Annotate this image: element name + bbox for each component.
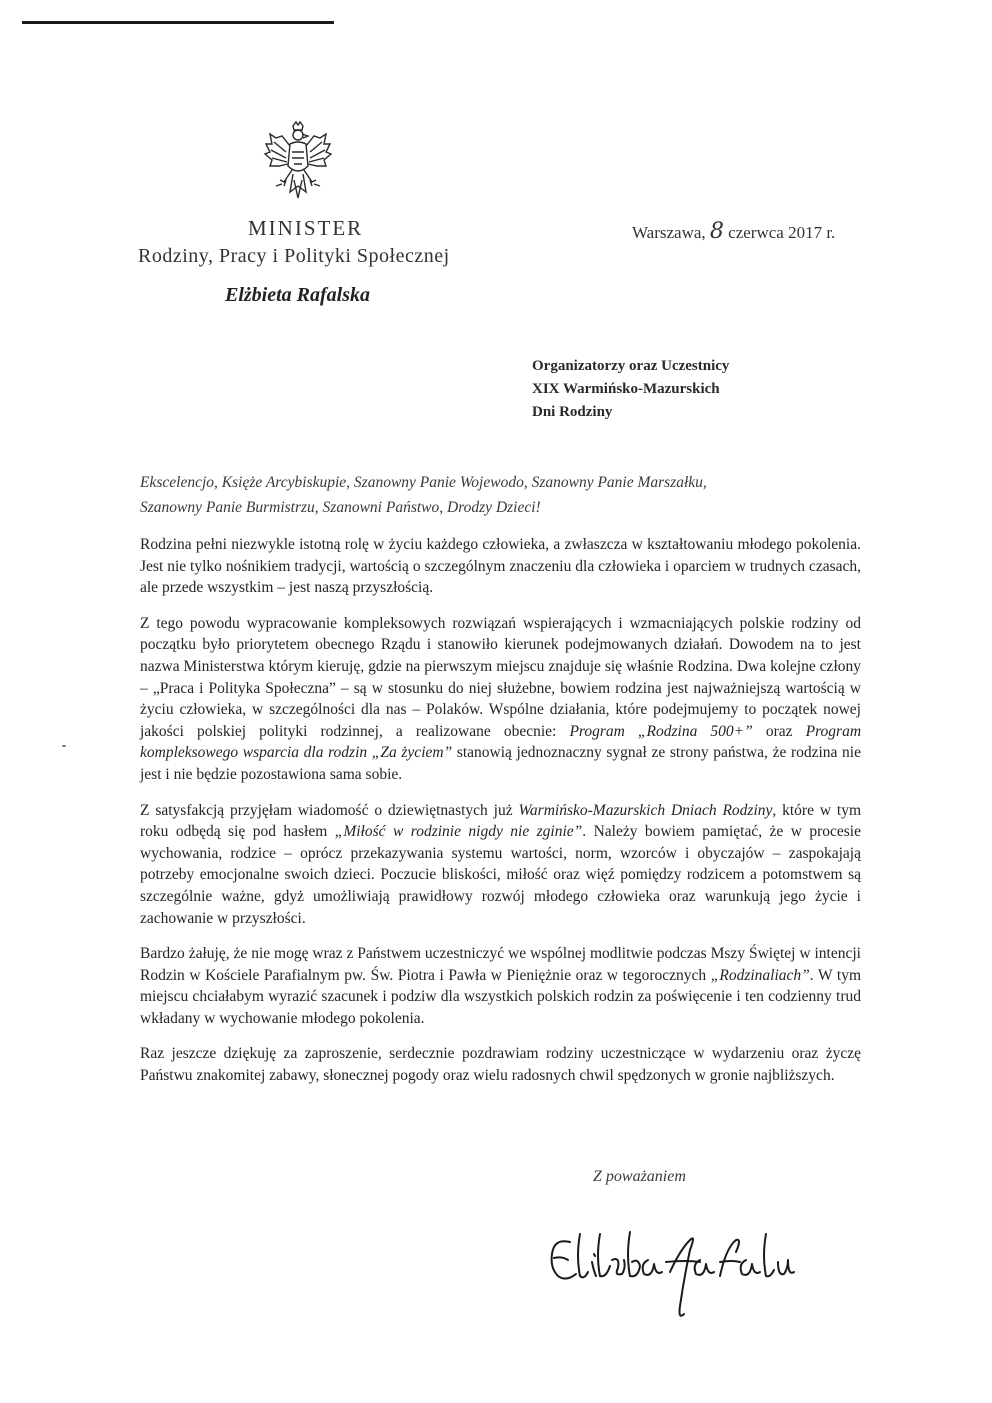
paragraph-5: Raz jeszcze dziękuję za zaproszenie, serdecznie pozdrawiam rodziny uczestniczące w wydarzeniu oraz życzę Państwu znakomitej zabawy, słonecznej pogody oraz wielu radosnych chwil spędzonych w gronie najbliższych. [140,1045,861,1085]
addressee-line: XIX Warmińsko-Mazurskich [532,381,720,397]
program-za-zyciem-name: Program kompleksowego wsparcia dla rodzin „Za życiem” [140,722,862,762]
addressee-line: Dni Rodziny [532,404,613,420]
paragraph-4 [140,943,861,1029]
paragraph-3 [140,800,861,930]
minister-title: MINISTER [248,216,364,240]
addressee-line: Organizatorzy oraz Uczestnicy [532,358,730,374]
paragraph-4-text-b: . W tym miejscu chciałabym wyrazić szacunek i podziw dla wszystkich polskich rodzin za poświęcenie i ten codzienny trud wkładany w wychowanie młodego pokolenia. [140,966,861,1027]
ministry-name: Rodziny, Pracy i Polityki Społecznej [138,245,450,267]
paragraph-3-text-b: , które w tym roku odbędą się pod hasłem [140,801,861,841]
date-rest: czerwca 2017 r. [728,223,836,242]
event-motto: „Miłość w rodzinie nigdy nie zginie” [334,823,583,841]
polish-eagle-emblem-icon [262,120,334,202]
paragraph-4-text-a: Bardzo żałuję, że nie mogę wraz z Państwem uczestniczyć we wspólnej modlitwie podczas Mszy Świętej w intencji Rodzin w Kościele Parafialnym pw. Św. Piotra i Pawła w Pieniężnie oraz w tegorocznych [140,945,861,984]
handwritten-signature-icon [540,1220,800,1330]
date-line [632,219,835,244]
paragraph-2-text-b: oraz [752,722,806,740]
salutation [140,470,860,520]
minister-name: Elżbieta Rafalska [225,284,371,306]
paragraph-1: Rodzina pełni niezwykle istotną rolę w życiu każdego człowieka, a zwłaszcza w kształtowaniu młodego pokolenia. Jest nie tylko nośnikiem tradycji, wartością o szczególnym znaczeniu dla człowieka i oparciem w trudnych czasach, ale przede wszystkim – jest naszą przyszłością. [140,536,861,597]
rodzinalia-name: „Rodzinaliach” [710,966,810,984]
closing-phrase: Z poważaniem [593,1168,686,1185]
event-name: Warmińsko-Mazurskich Dniach Rodziny [518,801,773,819]
scan-speck [62,745,66,747]
addressee-block [532,355,729,424]
paragraph-2 [140,613,861,786]
salutation-line: Szanowny Panie Burmistrzu, Szanowni Państwo, Drodzy Dzieci! [140,499,541,516]
paragraph-2-text-a: Z tego powodu wypracowanie kompleksowych rozwiązań wspierających i wzmacniających polskie rodziny od początku było priorytetem obecnego Rządu i stanowiło kierunek podejmowanych działań. Dowodem na to jest nazwa Ministerstwa którym kieruję, gdzie na pierwszym miejscu znajduje się właśnie Rodzina. Dwa kolejne człony – „Praca i Polityka Społeczna” – są w stosunku do niej służebne, bowiem rodzina jest najważniejszą wartością w życiu człowieka, w szczególności dla nas – Polaków. Wspólne działania, które podejmujemy to początek nowej jakości polskiej polityki rodzinnej, a realizowane obecnie: [140,614,861,740]
paragraph-3-text-a: Z satysfakcją przyjęłam wiadomość o dziewiętnastych już [140,801,519,819]
paragraph-3-text-c: . Należy bowiem pamiętać, że w procesie wychowania, rodzice – oprócz przekazywania systemu wartości, norm, wzorców i obyczajów – zaspokajają potrzeby emocjonalne swoich dzieci. Poczucie bliskości, miłość oraz więź pomiędzy rodzicem a potomstwem są szczególnie ważne, gdyż umożliwiają prawidłowy rozwój młodego człowieka oraz warunkują jego życie i zachowanie w przyszłości. [140,823,861,927]
date-place: Warszawa, [632,223,706,242]
salutation-line: Ekscelencjo, Księże Arcybiskupie, Szanowny Panie Wojewodo, Szanowny Panie Marszałku, [140,474,707,491]
paragraph-2-text-c: stanowią jednoznaczny sygnał ze strony państwa, że rodzina nie jest i nie będzie pozostawiona sama sobie. [140,744,861,783]
top-rule [22,21,334,24]
letter-body [140,534,861,1101]
program-500-name: Program „Rodzina 500+” [569,722,753,740]
date-day-handwritten: 8 [709,219,724,244]
